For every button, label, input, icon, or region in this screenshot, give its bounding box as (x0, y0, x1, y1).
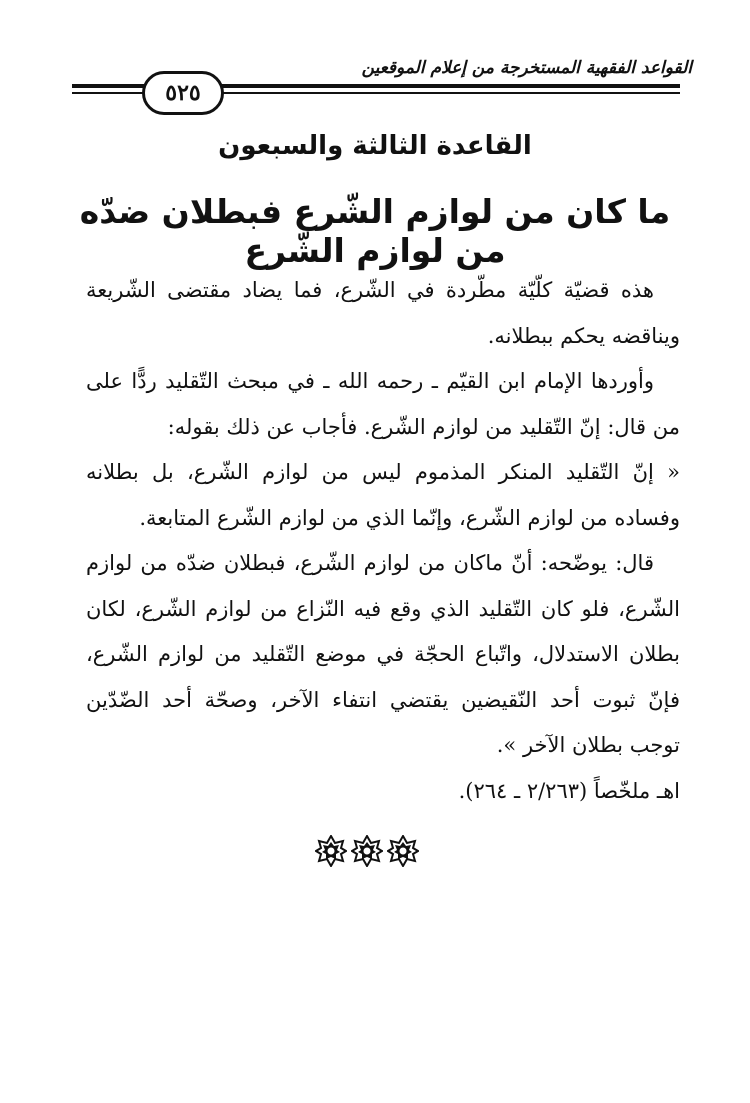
rule-title: القاعدة الثالثة والسبعون (218, 131, 532, 161)
paragraph: قال: يوضّحه: أنّ ماكان من لوازم الشّرع، فبطلان ضدّه من لوازم الشّرع، فلو كان التّقليد الذي وقع فيه النّزاع من لوازم الشّرع، لكان بطلان الاستدلال، واتّباع الحجّة في موضع التّقليد من لوازم الشّرع، فإنّ ثبوت أحد النّقيضين يقتضي انتفاء الآخر، وصحّة أحد الضّدّين توجب بطلان الآخر ». (86, 551, 680, 757)
star-ornament-icon (387, 835, 419, 867)
page-number: ٥٢٥ (142, 71, 224, 115)
rule-heading: ما كان من لوازم الشّرع فبطلان ضدّه من لوازم الشّرع (79, 192, 671, 270)
paragraph: هذه قضيّة كلّيّة مطّردة في الشّرع، فما يضاد مقتضى الشّريعة ويناقضه يحكم ببطلانه. (86, 278, 680, 348)
star-ornament-icon (351, 835, 383, 867)
citation: اهـ ملخّصاً (٢/٢٦٣ ـ ٢٦٤). (458, 778, 680, 803)
section-ornament (315, 835, 419, 867)
paragraph: وأوردها الإمام ابن القيّم ـ رحمه الله ـ في مبحث التّقليد ردًّا على من قال: إنّ التّقليد من لوازم الشّرع. فأجاب عن ذلك بقوله: (86, 369, 680, 439)
star-ornament-icon (315, 835, 347, 867)
quotation: « إنّ التّقليد المنكر المذموم ليس من لوازم الشّرع، بل بطلانه وفساده من لوازم الشّرع، وإنّما الذي من لوازم الشّرع المتابعة. (86, 460, 680, 530)
running-header: القواعد الفقهية المستخرجة من إعلام الموقعين (361, 58, 692, 78)
body-text (86, 268, 680, 814)
